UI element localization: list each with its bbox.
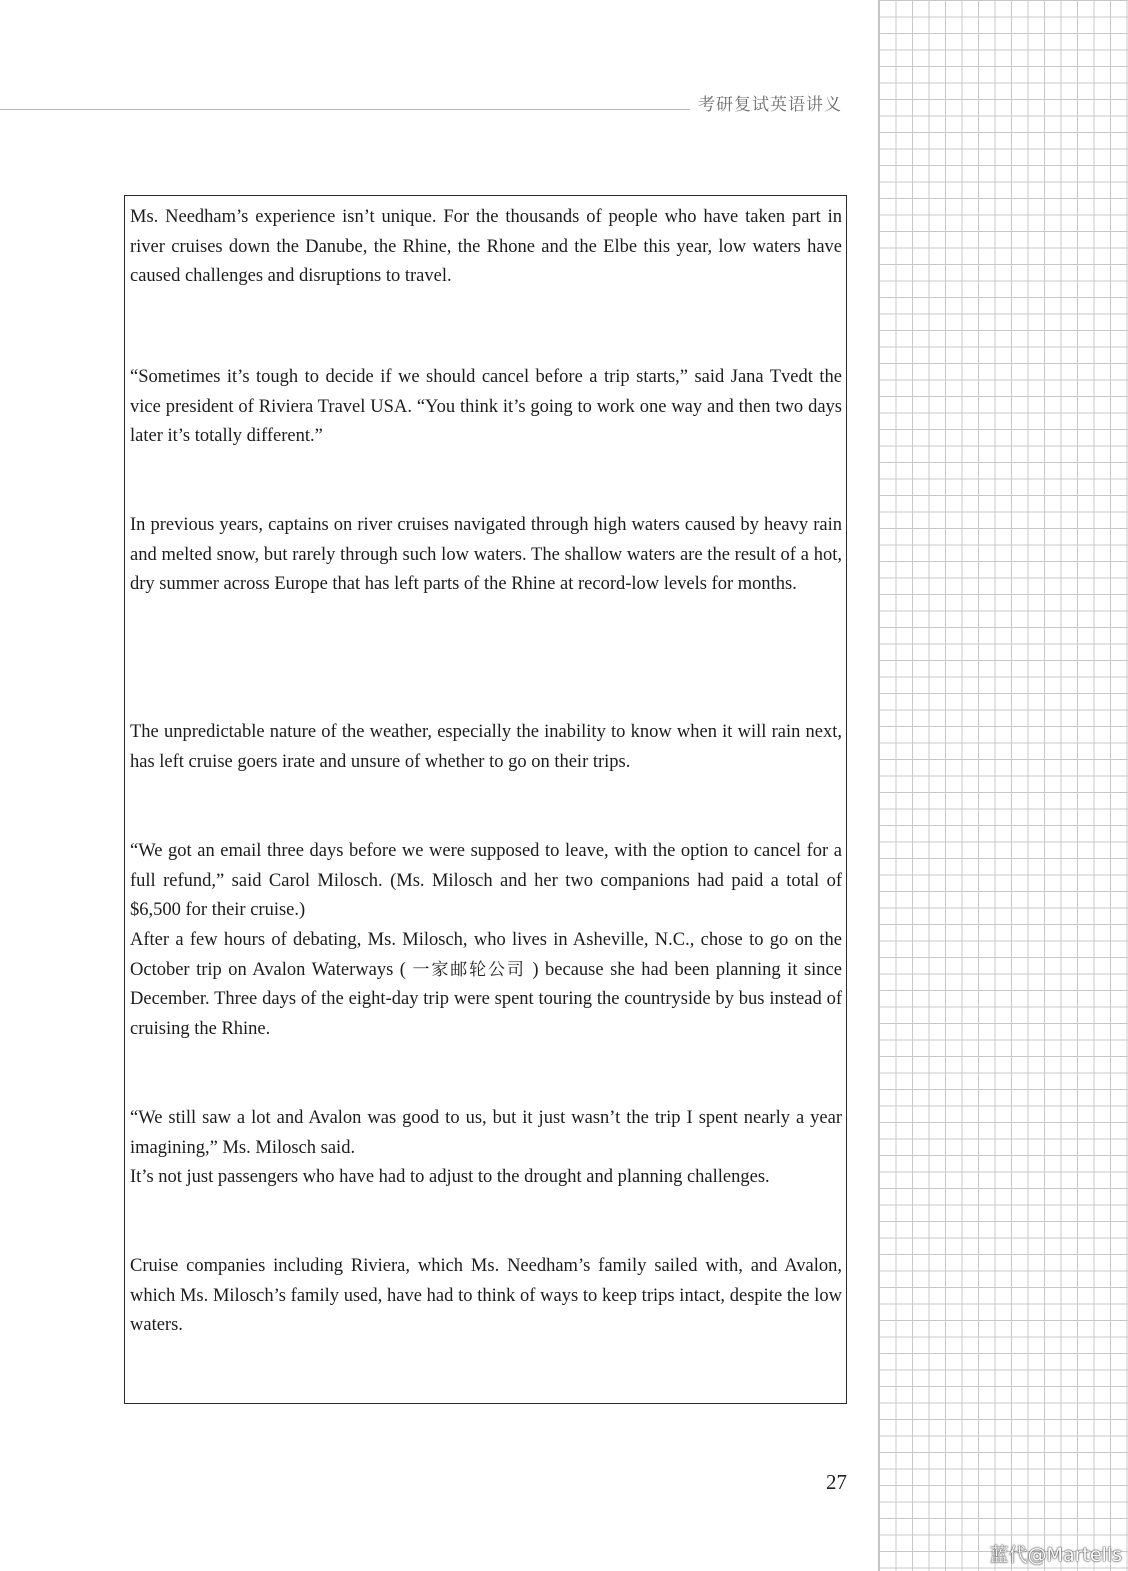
paragraph-2: “Sometimes it’s tough to decide if we should cancel before a trip starts,” said Jana Tvedt the vice president of Riviera Travel USA. “You think it’s going to work one way and then two days later it’s totally different.” <box>130 367 842 447</box>
paragraph-4: The unpredictable nature of the weather, especially the inability to know when it will rain next, has left cruise goers irate and unsure of whether to go on their trips. <box>130 722 842 772</box>
header-rule <box>0 109 690 110</box>
paragraph-8: It’s not just passengers who have had to adjust to the drought and planning challenges. <box>130 1167 770 1187</box>
paragraph-1: Ms. Needham’s experience isn’t unique. For the thousands of people who have taken part in river cruises down the Danube, the Rhine, the Rhone and the Elbe this year, low waters have caused challenges and disruptions to travel. <box>130 207 842 287</box>
paragraph-6-text-after: ) because she had been planning it since December. Three days of the eight-day trip were spent touring the countryside by bus instead of cruising the Rhine. <box>130 959 842 1039</box>
paragraph-6-text-before: After a few hours of debating, Ms. Milosch, who lives in Asheville, N.C., chose to go on the October trip on Avalon Waterways ( <box>130 930 842 980</box>
paragraph-5: “We got an email three days before we were supposed to leave, with the option to cancel for a full refund,” said Carol Milosch. (Ms. Milosch and her two companions had paid a total of $6,500 for their cruise.) <box>130 841 842 921</box>
paragraph-6 <box>130 926 842 1044</box>
running-header-title: 考研复试英语讲义 <box>698 95 842 115</box>
notes-grid-panel <box>878 0 1128 1571</box>
paragraph-3: In previous years, captains on river cruises navigated through high waters caused by heavy rain and melted snow, but rarely through such low waters. The shallow waters are the result of a hot, dry summer across Europe that has left parts of the Rhine at record-low levels for months. <box>130 515 842 595</box>
page-number: 27 <box>826 1470 847 1494</box>
chinese-annotation: 一家邮轮公司 <box>412 959 526 980</box>
paragraph-7: “We still saw a lot and Avalon was good to us, but it just wasn’t the trip I spent nearly a year imagining,” Ms. Milosch said. <box>130 1108 842 1158</box>
paragraph-9: Cruise companies including Riviera, which Ms. Needham’s family sailed with, and Avalon, which Ms. Milosch’s family used, have had to think of ways to keep trips intact, despite the low waters. <box>130 1256 842 1336</box>
watermark: 蓝代@Martells <box>989 1544 1122 1566</box>
